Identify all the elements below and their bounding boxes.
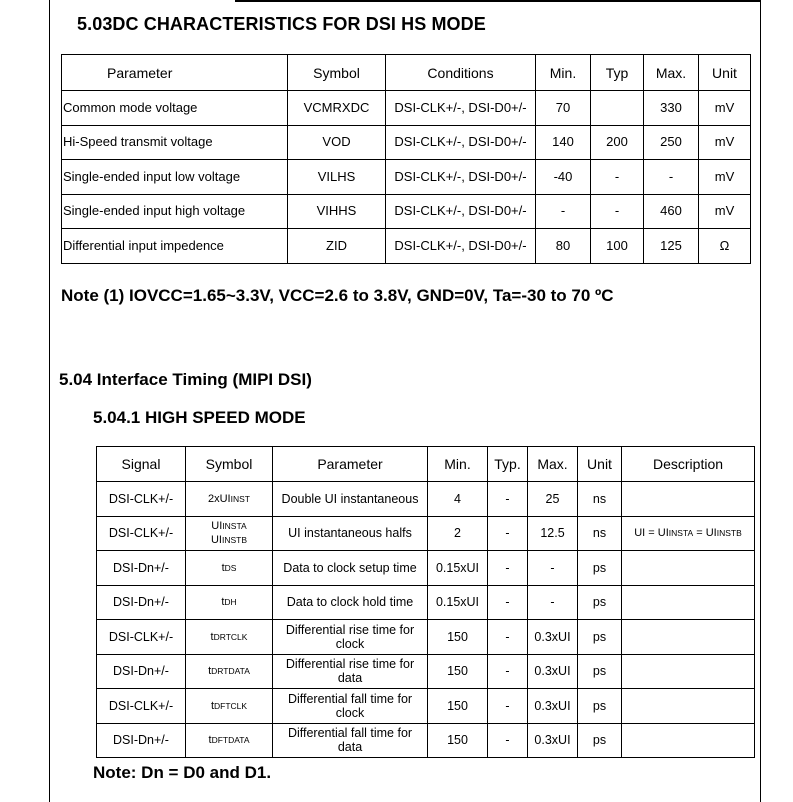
cell-max: 12.5 (528, 516, 578, 551)
cell-max: 0.3xUI (528, 689, 578, 724)
symbol-subscript: DS (224, 562, 237, 573)
cell-parameter: Single-ended input low voltage (62, 160, 288, 195)
cell-unit: ps (578, 620, 622, 655)
cell-parameter: Hi-Speed transmit voltage (62, 125, 288, 160)
cell-max: 460 (644, 194, 699, 229)
cell-typ: 100 (591, 229, 644, 264)
symbol-subscript: INSTB (221, 535, 248, 546)
cell-min: 150 (428, 723, 488, 758)
cell-symbol (186, 516, 273, 551)
table-row (97, 723, 755, 758)
cell-unit: ps (578, 689, 622, 724)
cell-signal: DSI-CLK+/- (97, 482, 186, 517)
cell-unit: Ω (699, 229, 751, 264)
cell-description (622, 654, 755, 689)
cell-unit: mV (699, 91, 751, 126)
header-symbol: Symbol (288, 55, 386, 91)
cell-signal: DSI-Dn+/- (97, 551, 186, 586)
cell-max: 0.3xUI (528, 654, 578, 689)
cell-max: - (528, 585, 578, 620)
cell-symbol: VILHS (288, 160, 386, 195)
table-row (97, 620, 755, 655)
cell-min: -40 (536, 160, 591, 195)
cell-min: 150 (428, 654, 488, 689)
cell-typ: - (488, 516, 528, 551)
hs-timing-table (96, 446, 755, 758)
cell-typ: - (488, 482, 528, 517)
table-row (97, 482, 755, 517)
cell-min: 0.15xUI (428, 585, 488, 620)
cell-signal: DSI-CLK+/- (97, 620, 186, 655)
table-row (97, 654, 755, 689)
symbol-subscript: INSTA (222, 521, 247, 532)
cell-signal: DSI-CLK+/- (97, 689, 186, 724)
cell-parameter: Differential rise time for clock (273, 620, 428, 655)
cell-parameter: Data to clock setup time (273, 551, 428, 586)
cell-min: 4 (428, 482, 488, 517)
cell-unit: ns (578, 482, 622, 517)
cell-min: - (536, 194, 591, 229)
header-unit: Unit (699, 55, 751, 91)
header-signal: Signal (97, 447, 186, 482)
cell-min: 150 (428, 620, 488, 655)
cell-symbol (186, 551, 273, 586)
symbol-subscript: DFTCLK (214, 700, 248, 711)
cell-max: 25 (528, 482, 578, 517)
section-503-title: 5.03DC CHARACTERISTICS FOR DSI HS MODE (77, 14, 486, 34)
top-rule (235, 0, 760, 2)
cell-conditions: DSI-CLK+/-, DSI-D0+/- (386, 125, 536, 160)
symbol-main: t (221, 596, 225, 609)
description-subscript: INSTA (668, 528, 694, 539)
cell-unit: mV (699, 125, 751, 160)
cell-max: 0.3xUI (528, 723, 578, 758)
symbol-main: t (208, 734, 212, 747)
cell-unit: ps (578, 585, 622, 620)
table-row (62, 160, 751, 195)
cell-unit: mV (699, 160, 751, 195)
cell-typ: - (591, 160, 644, 195)
header-min: Min. (536, 55, 591, 91)
cell-parameter: Common mode voltage (62, 91, 288, 126)
cell-symbol: VOD (288, 125, 386, 160)
symbol-subscript: DFTDATA (211, 735, 250, 746)
symbol-main: t (210, 630, 214, 643)
header-conditions: Conditions (386, 55, 536, 91)
cell-parameter: Data to clock hold time (273, 585, 428, 620)
cell-unit: ps (578, 551, 622, 586)
header-parameter: Parameter (62, 55, 288, 91)
section-5041-title: 5.04.1 HIGH SPEED MODE (93, 408, 306, 427)
cell-symbol: VIHHS (288, 194, 386, 229)
cell-conditions: DSI-CLK+/-, DSI-D0+/- (386, 194, 536, 229)
header-min: Min. (428, 447, 488, 482)
cell-min: 70 (536, 91, 591, 126)
header-typ: Typ (591, 55, 644, 91)
cell-description (622, 620, 755, 655)
header-typ: Typ. (488, 447, 528, 482)
cell-parameter: UI instantaneous halfs (273, 516, 428, 551)
cell-typ (591, 91, 644, 126)
cell-parameter: Differential rise time for data (273, 654, 428, 689)
header-parameter: Parameter (273, 447, 428, 482)
dc-characteristics-table (61, 54, 751, 264)
description-subscript: INSTB (716, 528, 742, 539)
cell-conditions: DSI-CLK+/-, DSI-D0+/- (386, 91, 536, 126)
cell-typ: - (488, 620, 528, 655)
cell-symbol: ZID (288, 229, 386, 264)
cell-max: - (644, 160, 699, 195)
cell-parameter: Differential input impedence (62, 229, 288, 264)
cell-parameter: Differential fall time for clock (273, 689, 428, 724)
cell-unit: ps (578, 723, 622, 758)
cell-signal: DSI-Dn+/- (97, 723, 186, 758)
header-max: Max. (644, 55, 699, 91)
cell-typ: - (591, 194, 644, 229)
cell-description (622, 723, 755, 758)
cell-description (622, 585, 755, 620)
header-description: Description (622, 447, 755, 482)
timing-note: Note: Dn = D0 and D1. (93, 763, 272, 782)
table-row (97, 516, 755, 551)
cell-typ: 200 (591, 125, 644, 160)
cell-min: 150 (428, 689, 488, 724)
cell-min: 2 (428, 516, 488, 551)
cell-min: 80 (536, 229, 591, 264)
cell-symbol (186, 654, 273, 689)
cell-max: 125 (644, 229, 699, 264)
table-row (62, 125, 751, 160)
header-unit: Unit (578, 447, 622, 482)
table-row (97, 689, 755, 724)
cell-typ: - (488, 654, 528, 689)
table-row (62, 91, 751, 126)
symbol-subscript: DRTDATA (211, 666, 250, 677)
cell-max: 0.3xUI (528, 620, 578, 655)
cell-parameter: Differential fall time for data (273, 723, 428, 758)
cell-signal: DSI-Dn+/- (97, 654, 186, 689)
symbol-main: t (208, 665, 212, 678)
symbol-main: t (221, 561, 225, 574)
symbol-main: 2xUI (208, 492, 231, 505)
cell-max: 250 (644, 125, 699, 160)
cell-description (622, 689, 755, 724)
cell-min: 0.15xUI (428, 551, 488, 586)
dc-note: Note (1) IOVCC=1.65~3.3V, VCC=2.6 to 3.8V, GND=0V, Ta=-30 to 70 ºC (61, 286, 614, 305)
cell-conditions: DSI-CLK+/-, DSI-D0+/- (386, 160, 536, 195)
cell-unit: ps (578, 654, 622, 689)
cell-max: - (528, 551, 578, 586)
cell-symbol (186, 723, 273, 758)
cell-unit: mV (699, 194, 751, 229)
header-symbol: Symbol (186, 447, 273, 482)
cell-max: 330 (644, 91, 699, 126)
table-row (97, 585, 755, 620)
header-max: Max. (528, 447, 578, 482)
symbol-subscript: INST (230, 493, 250, 504)
cell-parameter: Single-ended input high voltage (62, 194, 288, 229)
cell-conditions: DSI-CLK+/-, DSI-D0+/- (386, 229, 536, 264)
cell-symbol (186, 689, 273, 724)
cell-symbol: VCMRXDC (288, 91, 386, 126)
cell-min: 140 (536, 125, 591, 160)
symbol-main: UI (211, 520, 223, 533)
symbol-subscript: DH (224, 597, 237, 608)
symbol-subscript: DRTCLK (213, 631, 248, 642)
table-row (62, 194, 751, 229)
cell-typ: - (488, 585, 528, 620)
description-text: = UI (693, 527, 717, 540)
cell-unit: ns (578, 516, 622, 551)
cell-symbol (186, 585, 273, 620)
cell-typ: - (488, 551, 528, 586)
table-header-row (97, 447, 755, 482)
cell-description (622, 482, 755, 517)
cell-signal: DSI-Dn+/- (97, 585, 186, 620)
table-header-row (62, 55, 751, 91)
cell-parameter: Double UI instantaneous (273, 482, 428, 517)
cell-signal: DSI-CLK+/- (97, 516, 186, 551)
table-row (62, 229, 751, 264)
symbol-main: UI (210, 534, 222, 547)
cell-description (622, 516, 755, 551)
cell-typ: - (488, 723, 528, 758)
cell-description (622, 551, 755, 586)
section-504-title: 5.04 Interface Timing (MIPI DSI) (59, 370, 312, 389)
cell-typ: - (488, 689, 528, 724)
cell-symbol (186, 620, 273, 655)
cell-symbol (186, 482, 273, 517)
table-row (97, 551, 755, 586)
description-text: UI = UI (634, 527, 669, 540)
symbol-main: t (210, 699, 214, 712)
